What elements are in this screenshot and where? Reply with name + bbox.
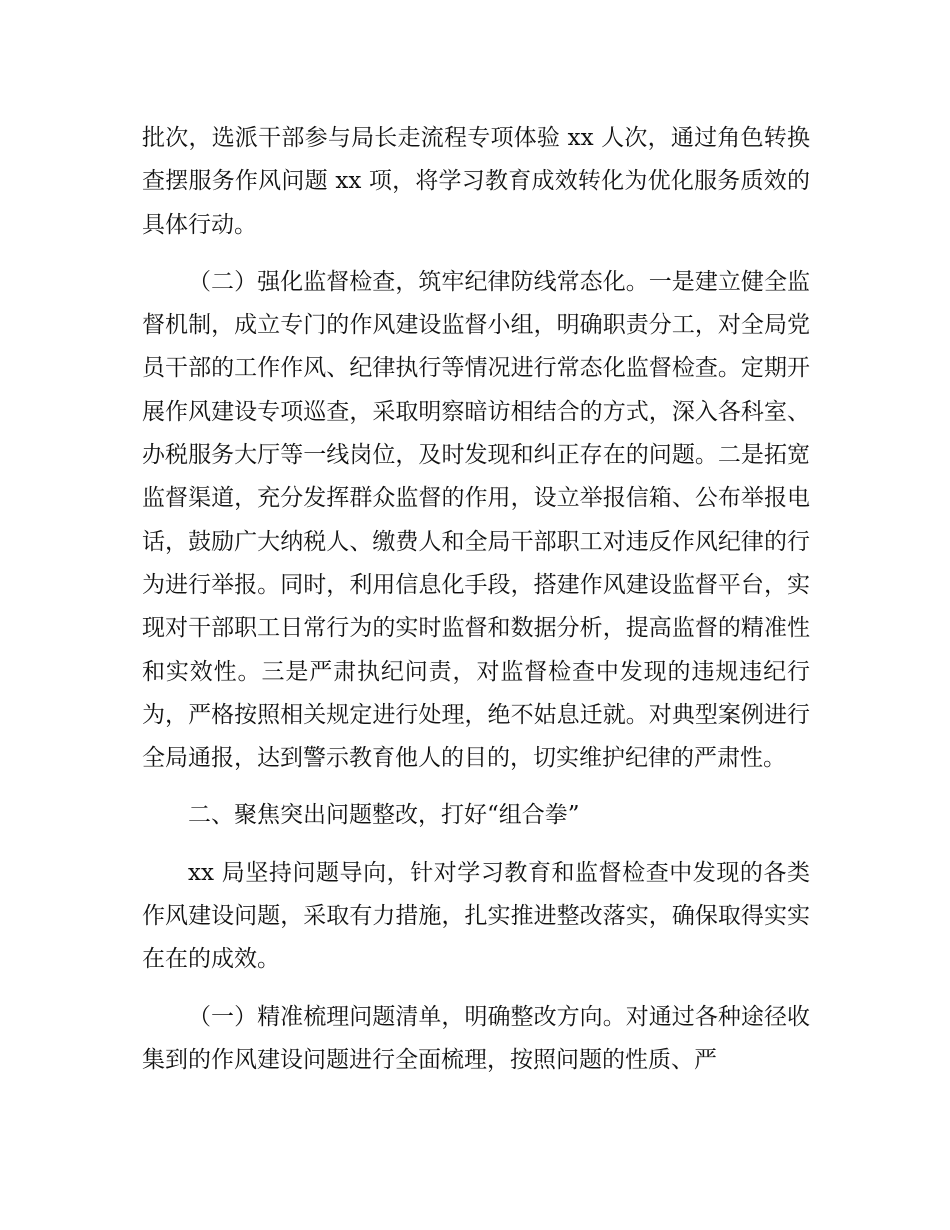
document-body [142,117,810,1082]
paragraph-supervision: （二）强化监督检查，筑牢纪律防线常态化。一是建立健全监督机制，成立专门的作风建设监督小组，明确职责分工，对全局党员干部的工作作风、纪律执行等情况进行常态化监督检查。定期开展作风建设专项巡查，采取明察暗访相结合的方式，深入各科室、办税服务大厅等一线岗位，及时发现和纠正存在的问题。二是拓宽监督渠道，充分发挥群众监督的作用，设立举报信箱、公布举报电话，鼓励广大纳税人、缴费人和全局干部职工对违反作风纪律的行为进行举报。同时，利用信息化手段，搭建作风建设监督平台，实现对干部职工日常行为的实时监督和数据分析，提高监督的精准性和实效性。三是严肃执纪问责，对监督检查中发现的违规违纪行为，严格按照相关规定进行处理，绝不姑息迁就。对典型案例进行全局通报，达到警示教育他人的目的，切实维护纪律的严肃性。 [142,268,810,772]
section-heading: 二、聚焦突出问题整改，打好“组合拳” [188,802,580,829]
paragraph-rectification-intro: xx 局坚持问题导向，针对学习教育和监督检查中发现的各类作风建设问题，采取有力措施，扎实推进整改落实，确保取得实实在在的成效。 [142,859,810,973]
paragraph-problem-list: （一）精准梳理问题清单，明确整改方向。对通过各种途径收集到的作风建设问题进行全面梳理，按照问题的性质、严 [142,1003,810,1073]
paragraph-continuation: 批次，选派干部参与局长走流程专项体验 xx 人次，通过角色转换查摆服务作风问题 xx 项，将学习教育成效转化为优化服务质效的具体行动。 [142,125,810,238]
